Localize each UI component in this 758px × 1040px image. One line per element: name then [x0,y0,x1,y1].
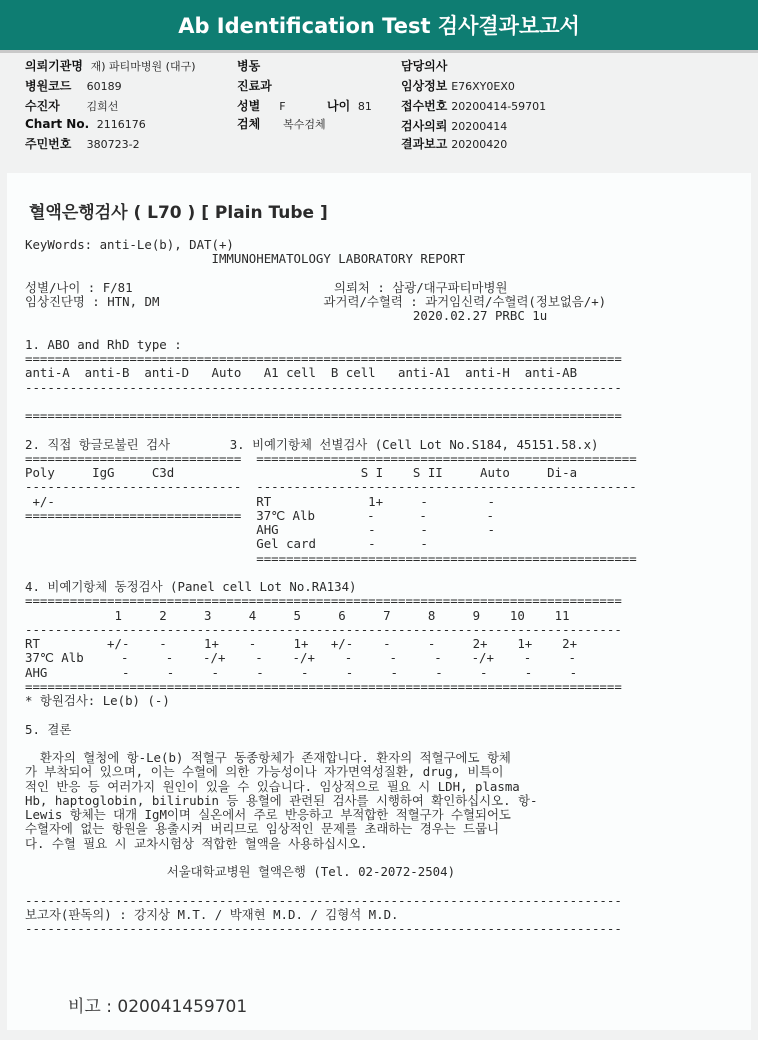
report-line: 성별/나이 : F/81 의뢰처 : 삼광/대구파티마병원 [25,279,508,295]
report-line: 보고자(판독의) : 강지상 M.T. / 박재현 M.D. / 김형석 M.D. [25,906,399,922]
report-title-banner [0,0,758,50]
report-section-title: 혈액은행검사 ( L70 ) [ Plain Tube ] [29,203,328,223]
report-line: 4. 비예기항체 동정검사 (Panel cell Lot No.RA134) [25,579,357,594]
remark-label: 비고 : [68,997,112,1017]
field-receipt-no: 접수번호 20200414-59701 [401,99,547,113]
report-line: -------------------------------------------------------------------------------- [25,921,622,936]
field-resident-no: 주민번호 380723-2 [25,137,140,151]
remark-value: 020041459701 [117,997,248,1017]
report-line: * 항원검사: Le(b) (-) [25,693,170,708]
report-line: 서울대학교병원 혈액은행 (Tel. 02-2072-2504) [25,864,456,879]
report-line: ================================================================================ [25,678,622,694]
report-line: anti-A anti-B anti-D Auto A1 cell B cell anti-A1 anti-H anti-AB [25,365,578,381]
report-line: 수혈자에 없는 항원을 용출시켜 버리므로 임상적인 문제를 초래하는 경우는 드뭅니 [25,821,500,837]
report-line: KeyWords: anti-Le(b), DAT(+) [25,237,234,252]
report-line: +/- RT 1+ - - [25,493,495,509]
report-line: IMMUNOHEMATOLOGY LABORATORY REPORT [25,251,466,267]
field-specimen: 검체 복수검체 [237,117,326,131]
report-line: ================================================================================ [25,408,622,423]
report-line: =================================================== [25,550,637,566]
report-line: ============================= 37℃ Alb - - - [25,507,494,523]
field-ward: 병동 [237,59,261,73]
field-age: 나이 81 [327,99,372,113]
field-hospital-code: 병원코드 60189 [25,79,122,93]
report-line: 다. 수혈 필요 시 교차시험상 적합한 혈액을 사용하십시오. [25,835,368,851]
report-line: Gel card - - [25,536,428,552]
field-clinical-info: 임상정보 E76XY0EX0 [401,79,515,93]
report-line: Hb, haptoglobin, bilirubin 등 용혈에 관련된 검사를 시행하여 확인하십시오. 항- [25,792,538,808]
report-line: -------------------------------------------------------------------------------- [25,379,622,395]
report-line: ================================================================================ [25,351,622,366]
report-title: Ab Identification Test 검사결과보고서 [178,14,580,38]
field-sex: 성별 F [237,99,286,113]
report-line: 가 부착되어 있으며, 이는 수혈에 의한 가능성이나 자가면역성질환, drug, 비특이 [25,764,504,780]
report-line: -------------------------------------------------------------------------------- [25,621,622,637]
report-line: 1 2 3 4 5 6 7 8 9 10 11 [25,607,570,623]
report-line: ============================= =================================================== [25,450,637,466]
field-chart-no: Chart No. 2116176 [25,117,146,131]
report-line: Lewis 항체는 대개 IgM이며 실온에서 주로 반응하고 부적합한 적혈구가 수혈되어도 [25,807,511,822]
field-request-date: 검사의뢰 20200414 [401,119,508,133]
report-line: 2. 직접 항글로불린 검사 3. 비예기항체 선별검사 (Cell Lot No.S184, 45151.58.x) [25,436,599,452]
field-patient: 수진자 김희선 [25,99,119,113]
remark [68,992,247,1017]
report-line: 임상진단명 : HTN, DM 과거력/수혈력 : 과거임신력/수혈력(정보없음/+) [25,294,607,309]
banner-divider [0,50,758,53]
field-department: 진료과 [237,79,272,93]
report-line: RT +/- - 1+ - 1+ +/- - - 2+ 1+ 2+ [25,636,578,651]
report-line: ----------------------------- --------------------------------------------------- [25,479,637,495]
report-line: 2020.02.27 PRBC 1u [25,308,548,324]
report-line: Poly IgG C3d S I S II Auto Di-a [25,465,578,480]
report-line: 5. 결론 [25,721,72,737]
report-line: 1. ABO and RhD type : [25,336,182,352]
field-doctor: 담당의사 [401,59,448,73]
field-report-date: 결과보고 20200420 [401,137,508,151]
report-line: ================================================================================ [25,593,622,609]
report-line: 환자의 혈청에 항-Le(b) 적혈구 동종항체가 존재합니다. 환자의 적혈구에도 항체 [25,750,511,765]
report-line: AHG - - - [25,522,495,537]
field-institution: 의뢰기관명 재) 파티마병원 (대구) [25,59,196,73]
report-line: 적인 반응 등 여러가지 원인이 있을 수 있습니다. 임상적으로 필요 시 LDH, plasma [25,778,520,794]
report-line: 37℃ Alb - - -/+ - -/+ - - - -/+ - - [25,650,577,666]
report-line: AHG - - - - - - - - - - - [25,664,578,680]
report-line: -------------------------------------------------------------------------------- [25,892,622,908]
